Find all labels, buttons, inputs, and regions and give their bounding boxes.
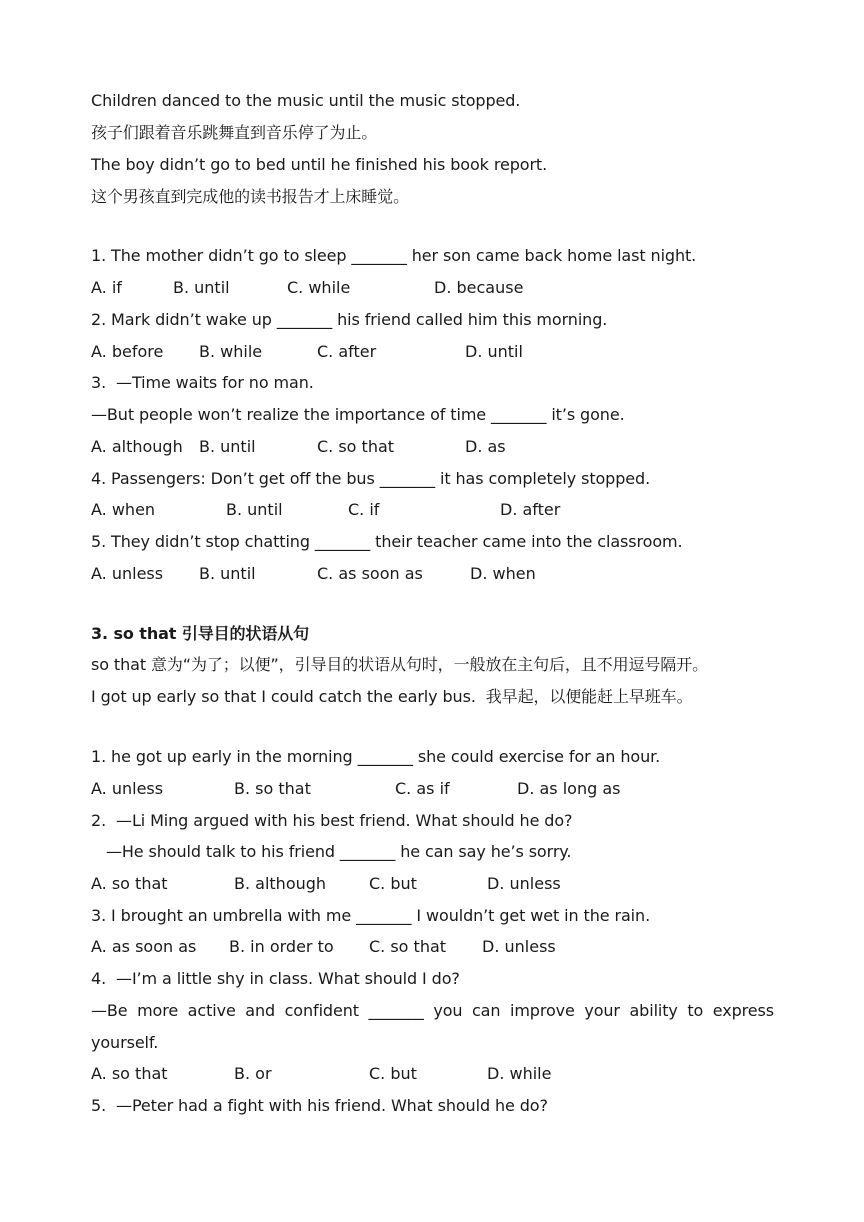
sothat-q4-option-d: D. while: [487, 1064, 552, 1083]
until-q3-option-c: C. so that: [317, 437, 395, 456]
sothat-q3-option-c: C. so that: [369, 937, 447, 956]
sothat-q4-stem-2: —Be more active and confident _______ you can improve your ability to express: [91, 1001, 774, 1020]
until-q4-option-a: A. when: [91, 500, 156, 519]
sothat-q1-option-b: B. so that: [234, 779, 311, 798]
until-q2-option-d: D. until: [465, 342, 523, 361]
sothat-q1-option-c: C. as if: [395, 779, 450, 798]
until-q5-option-a: A. unless: [91, 564, 164, 583]
sothat-q3-option-a: A. as soon as: [91, 937, 197, 956]
section-3-example: I got up early so that I could catch the early bus. 我早起，以便能赶上早班车。: [91, 687, 693, 706]
sothat-q4-option-b: B. or: [234, 1064, 272, 1083]
sothat-q2-option-c: C. but: [369, 874, 417, 893]
sothat-q2-option-a: A. so that: [91, 874, 168, 893]
sothat-q3-option-b: B. in order to: [229, 937, 334, 956]
until-q5-option-b: B. until: [199, 564, 256, 583]
until-q5-stem: 5. They didn’t stop chatting _______ their teacher came into the classroom.: [91, 532, 683, 551]
until-q2-stem: 2. Mark didn’t wake up _______ his friend called him this morning.: [91, 310, 608, 329]
until-q1-option-c: C. while: [287, 278, 351, 297]
section-3-heading: 3. so that 引导目的状语从句: [91, 624, 310, 643]
until-q1-option-b: B. until: [173, 278, 230, 297]
intro-line-4: 这个男孩直到完成他的读书报告才上床睡觉。: [91, 187, 410, 206]
until-q3-option-a: A. although: [91, 437, 183, 456]
sothat-q4-stem-3: yourself.: [91, 1033, 159, 1052]
sothat-q3-option-d: D. unless: [482, 937, 556, 956]
sothat-q4-option-a: A. so that: [91, 1064, 168, 1083]
sothat-q1-option-d: D. as long as: [517, 779, 621, 798]
sothat-q4-option-c: C. but: [369, 1064, 417, 1083]
sothat-q1-option-a: A. unless: [91, 779, 164, 798]
intro-line-3: The boy didn’t go to bed until he finished his book report.: [91, 155, 548, 174]
sothat-q2-option-b: B. although: [234, 874, 327, 893]
until-q3-stem: 3. —Time waits for no man.: [91, 373, 314, 392]
intro-line-2: 孩子们跟着音乐跳舞直到音乐停了为止。: [91, 123, 378, 142]
until-q1-stem: 1. The mother didn’t go to sleep _______ her son came back home last night.: [91, 246, 697, 265]
until-q4-option-d: D. after: [500, 500, 561, 519]
until-q4-option-b: B. until: [226, 500, 283, 519]
sothat-q3-stem: 3. I brought an umbrella with me _______ I wouldn’t get wet in the rain.: [91, 906, 651, 925]
sothat-q1-stem: 1. he got up early in the morning _______ she could exercise for an hour.: [91, 747, 661, 766]
sothat-q2-stem: 2. —Li Ming argued with his best friend. What should he do?: [91, 811, 573, 830]
section-3-description: so that 意为“为了；以便”，引导目的状语从句时，一般放在主句后，且不用逗号隔开。: [91, 655, 708, 674]
sothat-q2-stem-2: —He should talk to his friend _______ he can say he’s sorry.: [91, 842, 572, 861]
until-q4-option-c: C. if: [348, 500, 380, 519]
until-q3-stem-2: —But people won’t realize the importance of time _______ it’s gone.: [91, 405, 625, 424]
until-q5-option-d: D. when: [470, 564, 536, 583]
until-q4-stem: 4. Passengers: Don’t get off the bus _______ it has completely stopped.: [91, 469, 651, 488]
until-q5-option-c: C. as soon as: [317, 564, 423, 583]
until-q1-option-d: D. because: [434, 278, 524, 297]
sothat-q5-stem: 5. —Peter had a fight with his friend. What should he do?: [91, 1096, 548, 1115]
until-q1-option-a: A. if: [91, 278, 122, 297]
until-q2-option-a: A. before: [91, 342, 164, 361]
intro-line-1: Children danced to the music until the music stopped.: [91, 91, 521, 110]
until-q3-option-d: D. as: [465, 437, 506, 456]
until-q2-option-c: C. after: [317, 342, 377, 361]
sothat-q2-option-d: D. unless: [487, 874, 561, 893]
until-q2-option-b: B. while: [199, 342, 263, 361]
until-q3-option-b: B. until: [199, 437, 256, 456]
sothat-q4-stem: 4. —I’m a little shy in class. What should I do?: [91, 969, 460, 988]
